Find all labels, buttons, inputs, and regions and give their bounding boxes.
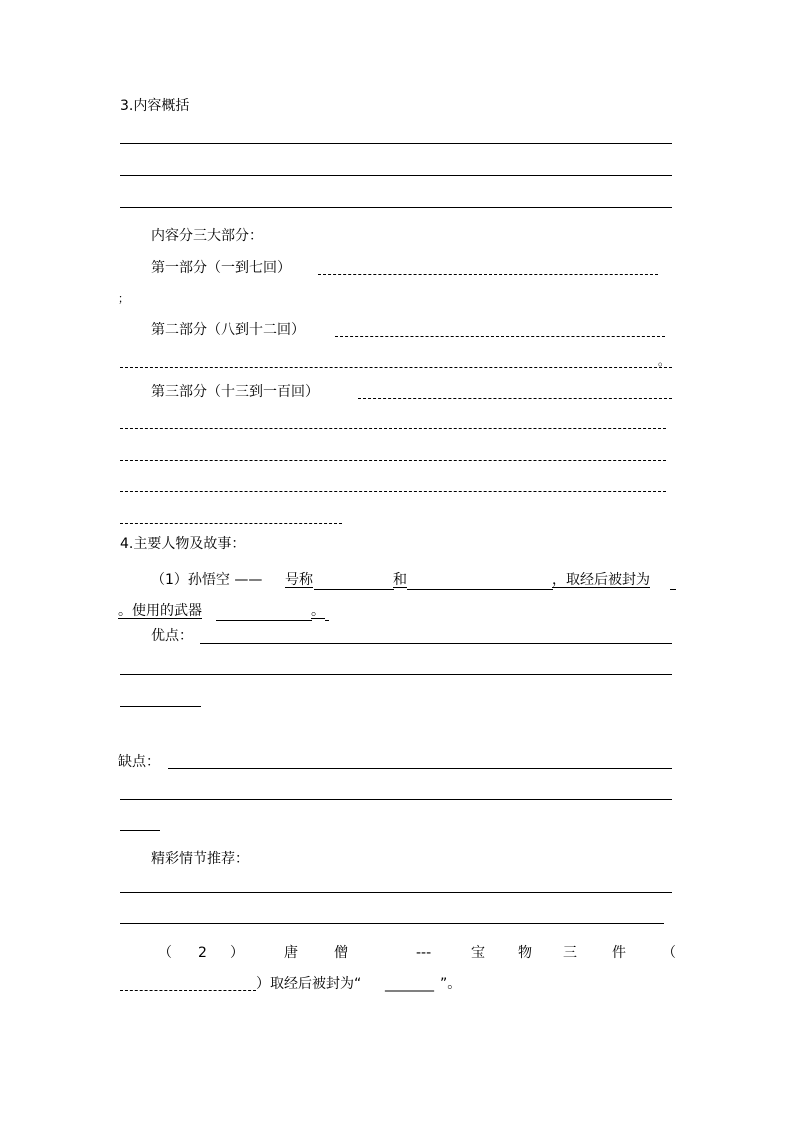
tangseng-char-10: 件 <box>612 945 626 961</box>
stories-line-2[interactable] <box>120 923 664 924</box>
flaws-line-1[interactable] <box>168 768 672 769</box>
merits-line-2[interactable] <box>120 674 672 675</box>
stories-line-1[interactable] <box>120 892 672 893</box>
part-3-blank-4[interactable] <box>120 491 666 492</box>
section-4-heading: 4.主要人物及故事： <box>120 536 246 552</box>
flaws-label: 缺点： <box>118 754 160 770</box>
tangseng-line-2: ）取经后被封为“ <box>256 976 362 992</box>
wukong-feng: ，取经后被封为 <box>552 572 650 588</box>
part-2-blank[interactable] <box>335 336 665 337</box>
tangseng-char-8: 物 <box>518 945 532 961</box>
part-1-label: 第一部分（一到七回） <box>151 260 291 276</box>
wukong-hao: 号称 <box>285 572 313 588</box>
tangseng-char-1: （ <box>158 945 172 961</box>
part-1-end: ； <box>118 292 129 305</box>
part-3-blank-3[interactable] <box>120 460 666 461</box>
section-3-heading: 3.内容概括 <box>120 98 190 114</box>
tangseng-char-4: 唐 <box>284 945 298 961</box>
merits-label: 优点： <box>151 628 193 644</box>
part-3-label: 第三部分（十三到一百回） <box>151 384 319 400</box>
tangseng-char-7: 宝 <box>471 945 485 961</box>
tangseng-char-5: 僧 <box>334 945 348 961</box>
stories-label: 精彩情节推荐： <box>151 851 249 867</box>
wukong-label: （1）孙悟空 —— <box>151 572 263 588</box>
part-1-blank[interactable] <box>318 274 658 275</box>
summary-line-1[interactable] <box>120 143 672 144</box>
tangseng-char-2: 2 <box>198 945 207 961</box>
treasures-blank[interactable] <box>120 990 256 991</box>
merits-line-3[interactable] <box>120 706 201 707</box>
part-3-blank[interactable] <box>358 398 672 399</box>
flaws-line-2[interactable] <box>120 799 672 800</box>
tangseng-char-3: ） <box>230 945 244 961</box>
tangseng-line-2-end: ”。 <box>440 976 462 992</box>
summary-line-3[interactable] <box>120 207 672 208</box>
merits-line-1[interactable] <box>200 643 672 644</box>
part-3-blank-5[interactable] <box>120 523 342 524</box>
part-2-label: 第二部分（八到十二回） <box>151 322 305 338</box>
wukong-hao-blank-1[interactable] <box>314 589 394 590</box>
part-2-end: 。 <box>658 354 671 368</box>
wukong-weapon-end: 。 <box>311 603 325 619</box>
part-3-blank-2[interactable] <box>120 428 666 429</box>
flaws-line-3[interactable] <box>120 830 160 831</box>
tangseng-char-11: （ <box>662 945 676 961</box>
tangseng-char-9: 三 <box>563 945 577 961</box>
part-2-blank-2[interactable] <box>120 367 672 368</box>
tangseng-char-6: --- <box>416 945 432 961</box>
tangseng-title-blank[interactable]: _______ <box>385 976 434 992</box>
wukong-weapon-end-line <box>325 620 329 621</box>
wukong-he: 和 <box>393 572 407 588</box>
wukong-hao-blank-2[interactable] <box>407 589 553 590</box>
wukong-feng-blank[interactable] <box>670 589 676 590</box>
wukong-weapon: 。使用的武器 <box>118 603 202 619</box>
wukong-weapon-blank[interactable] <box>216 620 312 621</box>
summary-line-2[interactable] <box>120 175 672 176</box>
parts-intro: 内容分三大部分： <box>151 228 263 244</box>
